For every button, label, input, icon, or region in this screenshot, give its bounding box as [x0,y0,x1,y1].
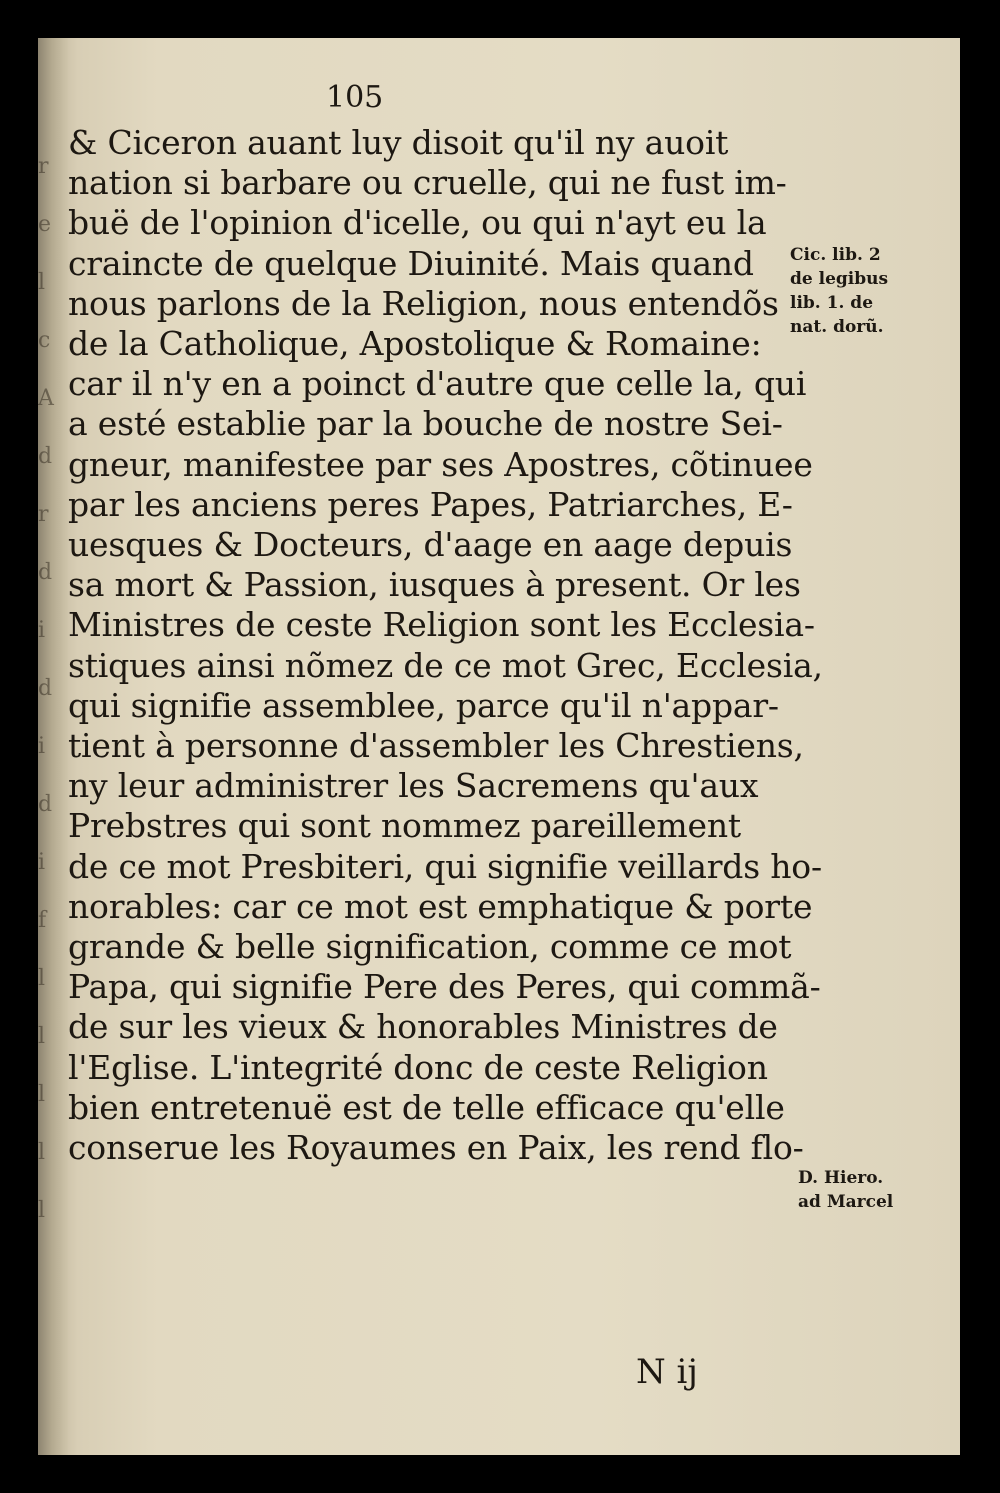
text-line: Ministres de ceste Religion sont les Ecclesia- [68,605,815,645]
margin-note-line: lib. 1. de [790,293,874,313]
text-line: Prebstres qui sont nommez pareillement [68,806,741,846]
text-line: grande & belle signification, comme ce mot [68,927,792,967]
text-line: & Ciceron auant luy disoit qu'il ny auoit [68,123,729,162]
signature-mark: N ij [636,1352,698,1392]
text-line: de sur les vieux & honorables Ministres de [68,1007,778,1047]
text-line: ny leur administrer les Sacremens qu'aux [68,766,759,806]
book-page [38,38,960,1455]
text-line: nation si barbare ou cruelle, qui ne fust im- [68,163,787,203]
page-number: 105 [326,80,384,115]
text-line: uesques & Doᴄteurs, d'aage en aage depuis [68,525,793,565]
text-line: bien entretenuë est de telle efficace qu'elle [68,1087,785,1127]
margin-note-line: Cic. lib. 2 [790,245,881,265]
margin-note-line: D. Hiero. [798,1168,884,1188]
text-line: nous parlons de la Religion, nous entendõs [68,283,779,323]
text-line: stiques ainsi nõmez de ce mot Grec, Ecclesia, [68,645,823,685]
text-line: de la Catholique, Apostolique & Romaine: [68,324,762,364]
text-line: crainᴄte de quelque Diuinité. Mais quand [68,243,754,283]
margin-note-line: de legibus [790,269,889,289]
text-line: sa mort & Passion, iusques à present. Or les [68,565,801,605]
margin-note-hieronymus [798,1166,893,1214]
text-line: a esté establie par la bouche de nostre Sei- [68,404,783,444]
text-line: gneur, manifestee par ses Apostres, cõtinuee [68,444,813,484]
margin-note-cicero [790,243,888,339]
text-line: qui signifie assemblee, parce qu'il n'appar- [68,685,779,725]
text-line: par les anciens peres Papes, Patriarches, E- [68,484,793,524]
text-line: de ce mot Presbiteri, qui signifie veillards ho- [68,846,822,886]
text-line: tient à personne d'assembler les Chrestiens, [68,726,804,766]
margin-note-line: nat. dorũ. [790,317,884,337]
body-text [68,123,823,1168]
text-line: buë de l'opinion d'icelle, ou qui n'ayt eu la [68,203,767,243]
margin-note-line: ad Marcel [798,1192,894,1212]
text-line: l'Eglise. L'integrité donc de ceste Religion [68,1047,768,1087]
spine-bleed-through: r e l c A d r d i d i d i f l l l l l [38,154,54,1223]
text-line: Papa, qui signifie Pere des Peres, qui commã- [68,967,821,1007]
text-line: conserue les Royaumes en Paix, les rend flo- [68,1128,804,1168]
text-line: norables: car ce mot est emphatique & porte [68,886,813,926]
text-line: car il n'y en a poinᴄt d'autre que celle la, qui [68,364,807,404]
